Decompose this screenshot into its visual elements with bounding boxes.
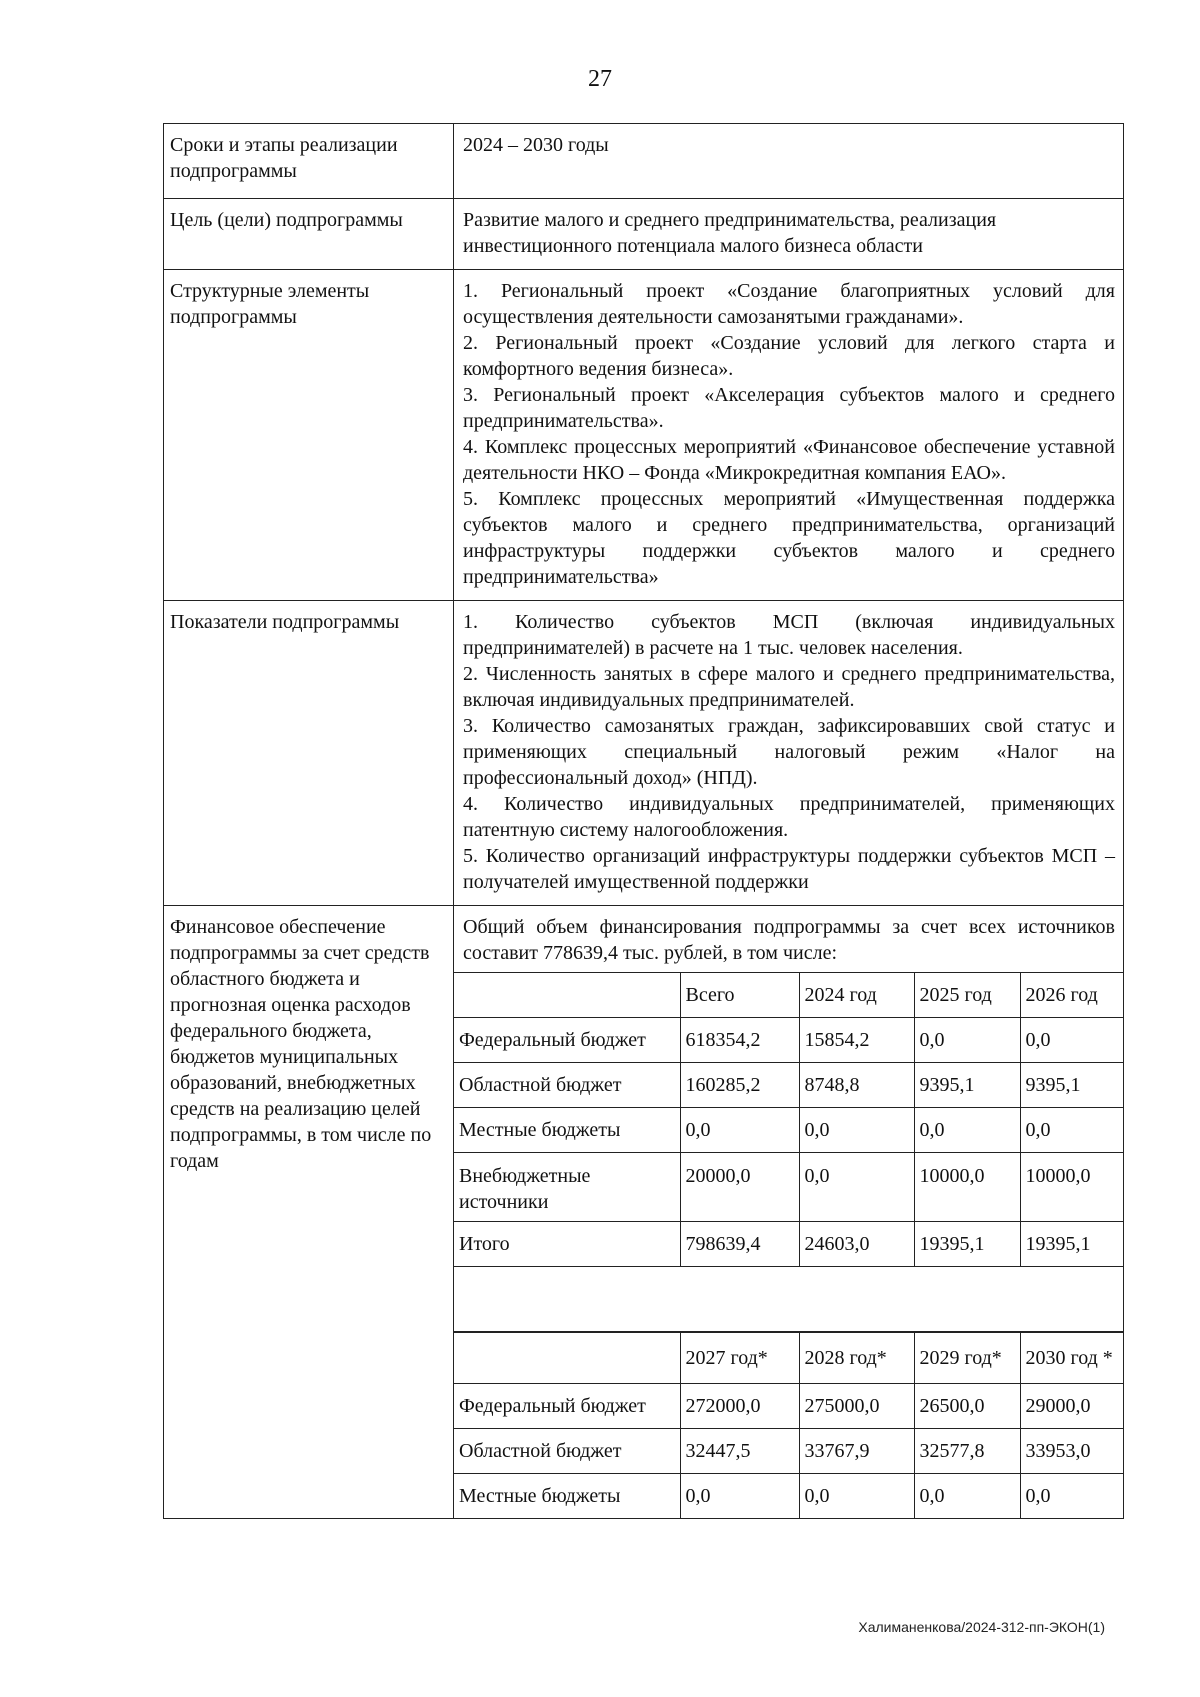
finance-intro: Общий объем финансирования подпрограммы за счет всех источников составит 778639,4 тыс. рублей, в том числе:: [463, 916, 1115, 964]
label-indicators: Показатели подпрограммы: [164, 601, 454, 906]
cell: 15854,2: [799, 1018, 914, 1063]
cell: 160285,2: [680, 1063, 799, 1108]
row-label: Итого: [454, 1222, 680, 1267]
cell: 0,0: [1020, 1018, 1123, 1063]
label-finance: Финансовое обеспечение подпрограммы за счет средств областного бюджета и прогнозная оценка расходов федерального бюджета, бюджетов муниципальных образований, внебюджетных средств на реализацию целей подпрограммы, в том числе по годам: [164, 906, 454, 1519]
cell: 0,0: [680, 1474, 799, 1519]
table-row: [454, 1429, 1123, 1474]
table-row-total: [454, 1222, 1123, 1267]
header-cell: [454, 1333, 680, 1384]
cell: 0,0: [914, 1018, 1020, 1063]
row-label: Областной бюджет: [454, 1063, 680, 1108]
finance-header-row: [454, 973, 1123, 1018]
indicator-item: 4. Количество индивидуальных предпринимателей, применяющих патентную систему налогообложения.: [463, 793, 1115, 841]
cell: 10000,0: [1020, 1153, 1123, 1222]
indicator-item: 5. Количество организаций инфраструктуры поддержки субъектов МСП – получателей имущественной поддержки: [463, 845, 1115, 893]
row-label: Федеральный бюджет: [454, 1384, 680, 1429]
table-row: [454, 1153, 1123, 1222]
document-footer-id: Халиманенкова/2024-312-пп-ЭКОН(1): [858, 1619, 1105, 1635]
header-cell: 2026 год: [1020, 973, 1123, 1018]
element-item: 1. Региональный проект «Создание благоприятных условий для осуществления деятельности самозанятыми гражданами».: [463, 280, 1115, 328]
finance-table-2024-2026: [454, 972, 1123, 1332]
cell: 0,0: [799, 1153, 914, 1222]
header-cell: Всего: [680, 973, 799, 1018]
cell: 0,0: [914, 1108, 1020, 1153]
cell: 32447,5: [680, 1429, 799, 1474]
cell: 0,0: [799, 1474, 914, 1519]
header-cell: 2028 год*: [799, 1333, 914, 1384]
header-cell: 2027 год*: [680, 1333, 799, 1384]
cell: 0,0: [914, 1474, 1020, 1519]
row-goal: [164, 199, 1124, 270]
cell: 20000,0: [680, 1153, 799, 1222]
value-finance: [454, 906, 1124, 1519]
cell: 275000,0: [799, 1384, 914, 1429]
label-elements: Структурные элементы подпрограммы: [164, 270, 454, 601]
indicator-item: 3. Количество самозанятых граждан, зафиксировавших свой статус и применяющих специальный налоговый режим «Налог на профессиональный доход» (НПД).: [463, 715, 1115, 789]
cell: 9395,1: [914, 1063, 1020, 1108]
value-elements: [454, 270, 1124, 601]
element-item: 4. Комплекс процессных мероприятий «Финансовое обеспечение уставной деятельности НКО – Фонда «Микрокредитная компания ЕАО».: [463, 436, 1115, 484]
spacer-cell: [454, 1267, 1123, 1332]
header-cell: 2029 год*: [914, 1333, 1020, 1384]
cell: 24603,0: [799, 1222, 914, 1267]
cell: 32577,8: [914, 1429, 1020, 1474]
cell: 0,0: [1020, 1474, 1123, 1519]
cell: 272000,0: [680, 1384, 799, 1429]
finance-table-2027-2030: [454, 1332, 1123, 1518]
cell: 19395,1: [914, 1222, 1020, 1267]
finance-header-row: [454, 1333, 1123, 1384]
row-timing: [164, 124, 1124, 199]
header-cell: 2030 год *: [1020, 1333, 1123, 1384]
cell: 618354,2: [680, 1018, 799, 1063]
cell: 26500,0: [914, 1384, 1020, 1429]
header-cell: 2025 год: [914, 973, 1020, 1018]
value-goal: Развитие малого и среднего предпринимательства, реализация инвестиционного потенциала малого бизнеса области: [454, 199, 1124, 270]
value-timing: 2024 – 2030 годы: [454, 124, 1124, 199]
page-number: 27: [588, 66, 612, 92]
table-row: [454, 1108, 1123, 1153]
row-label: Федеральный бюджет: [454, 1018, 680, 1063]
header-cell: [454, 973, 680, 1018]
table-row: [454, 1018, 1123, 1063]
table-spacer-row: [454, 1267, 1123, 1332]
cell: 19395,1: [1020, 1222, 1123, 1267]
cell: 9395,1: [1020, 1063, 1123, 1108]
row-finance: [164, 906, 1124, 1519]
label-goal: Цель (цели) подпрограммы: [164, 199, 454, 270]
cell: 0,0: [799, 1108, 914, 1153]
subprogram-passport-table: [163, 123, 1124, 1519]
table-row: [454, 1063, 1123, 1108]
cell: 798639,4: [680, 1222, 799, 1267]
row-indicators: [164, 601, 1124, 906]
cell: 10000,0: [914, 1153, 1020, 1222]
cell: 0,0: [680, 1108, 799, 1153]
cell: 33953,0: [1020, 1429, 1123, 1474]
cell: 0,0: [1020, 1108, 1123, 1153]
cell: 29000,0: [1020, 1384, 1123, 1429]
element-item: 2. Региональный проект «Создание условий для легкого старта и комфортного ведения бизнеса».: [463, 332, 1115, 380]
row-label: Внебюджетные источники: [454, 1153, 680, 1222]
table-row: [454, 1474, 1123, 1519]
indicator-item: 2. Численность занятых в сфере малого и среднего предпринимательства, включая индивидуальных предпринимателей.: [463, 663, 1115, 711]
row-label: Областной бюджет: [454, 1429, 680, 1474]
row-label: Местные бюджеты: [454, 1108, 680, 1153]
element-item: 5. Комплекс процессных мероприятий «Имущественная поддержка субъектов малого и среднего предпринимательства, организаций инфраструктуры поддержки субъектов малого и среднего предпринимательства»: [463, 488, 1115, 588]
row-elements: [164, 270, 1124, 601]
value-indicators: [454, 601, 1124, 906]
label-timing: Сроки и этапы реализации подпрограммы: [164, 124, 454, 199]
indicator-item: 1. Количество субъектов МСП (включая индивидуальных предпринимателей) в расчете на 1 тыс. человек населения.: [463, 611, 1115, 659]
row-label: Местные бюджеты: [454, 1474, 680, 1519]
cell: 8748,8: [799, 1063, 914, 1108]
header-cell: 2024 год: [799, 973, 914, 1018]
table-row: [454, 1384, 1123, 1429]
element-item: 3. Региональный проект «Акселерация субъектов малого и среднего предпринимательства».: [463, 384, 1115, 432]
cell: 33767,9: [799, 1429, 914, 1474]
